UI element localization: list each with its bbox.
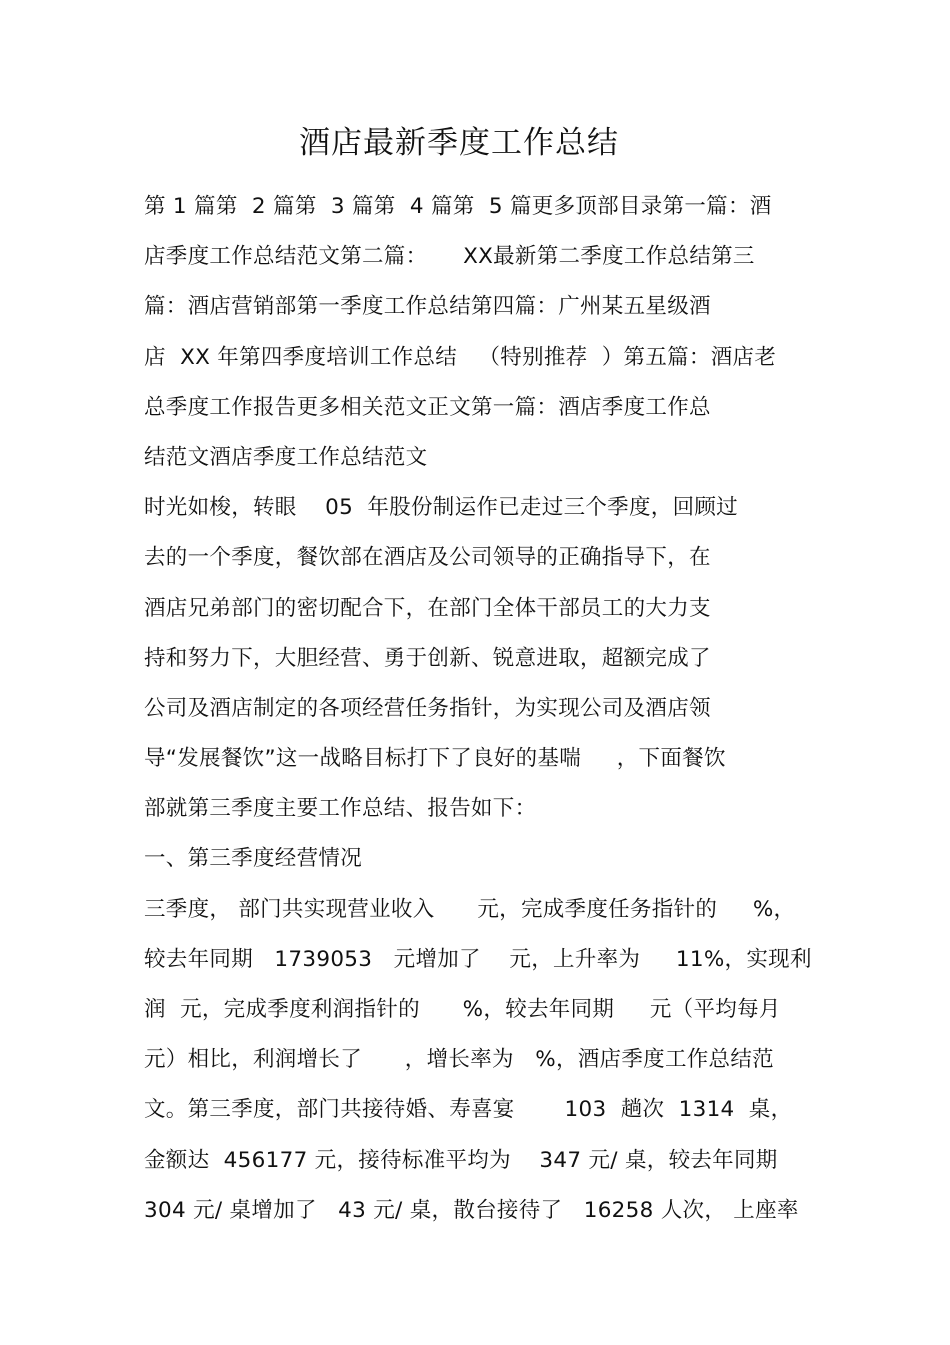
document-title: 酒店最新季度工作总结 bbox=[299, 125, 619, 161]
body-line: 时光如梭，转眼 05 年股份制运作已走过三个季度，回顾过 bbox=[144, 495, 738, 521]
body-line: 总季度工作报告更多相关范文正文第一篇：酒店季度工作总 bbox=[144, 394, 711, 420]
body-line: 结范文酒店季度工作总结范文 bbox=[144, 444, 428, 470]
body-line: 文。第三季度，部门共接待婚、寿喜宴 103 趟次 1314 桌， bbox=[144, 1097, 793, 1123]
body-line: 金额达 456177 元，接待标准平均为 347 元/ 桌，较去年同期 bbox=[144, 1147, 778, 1173]
body-line: 304 元/ 桌增加了 43 元/ 桌，散台接待了 16258 人次， 上座率 bbox=[144, 1197, 799, 1223]
body-line: 酒店兄弟部门的密切配合下，在部门全体干部员工的大力支 bbox=[144, 595, 711, 621]
body-line: 店季度工作总结范文第二篇： XX最新第二季度工作总结第三 bbox=[144, 244, 755, 270]
body-line: 润 元，完成季度利润指针的 %，较去年同期 元（平均每月 bbox=[144, 997, 781, 1022]
body-line: 篇：酒店营销部第一季度工作总结第四篇：广州某五星级酒 bbox=[144, 294, 711, 320]
body-line: 导“发展餐饮”这一战略目标打下了良好的基喘 ，下面餐饮 bbox=[144, 746, 726, 772]
body-line: 第 1 篇第 2 篇第 3 篇第 4 篇第 5 篇更多顶部目录第一篇：酒 bbox=[144, 194, 772, 219]
body-line: 店 XX 年第四季度培训工作总结 （特别推荐 ）第五篇：酒店老 bbox=[144, 344, 777, 370]
body-line: 去的一个季度，餐饮部在酒店及公司领导的正确指导下，在 bbox=[144, 545, 711, 571]
document-body bbox=[144, 182, 824, 1236]
body-line: 元）相比，利润增长了 ，增长率为 %，酒店季度工作总结范 bbox=[144, 1047, 774, 1073]
body-line: 公司及酒店制定的各项经营任务指针，为实现公司及酒店领 bbox=[144, 695, 711, 721]
body-line: 持和努力下，大胆经营、勇于创新、锐意进取，超额完成了 bbox=[144, 645, 711, 671]
body-line: 部就第三季度主要工作总结、报告如下： bbox=[144, 796, 537, 822]
body-line: 三季度， 部门共实现营业收入 元，完成季度任务指针的 %， bbox=[144, 896, 796, 922]
body-line: 较去年同期 1739053 元增加了 元，上升率为 11%，实现利 bbox=[144, 946, 812, 972]
section-heading: 一、第三季度经营情况 bbox=[144, 846, 363, 872]
